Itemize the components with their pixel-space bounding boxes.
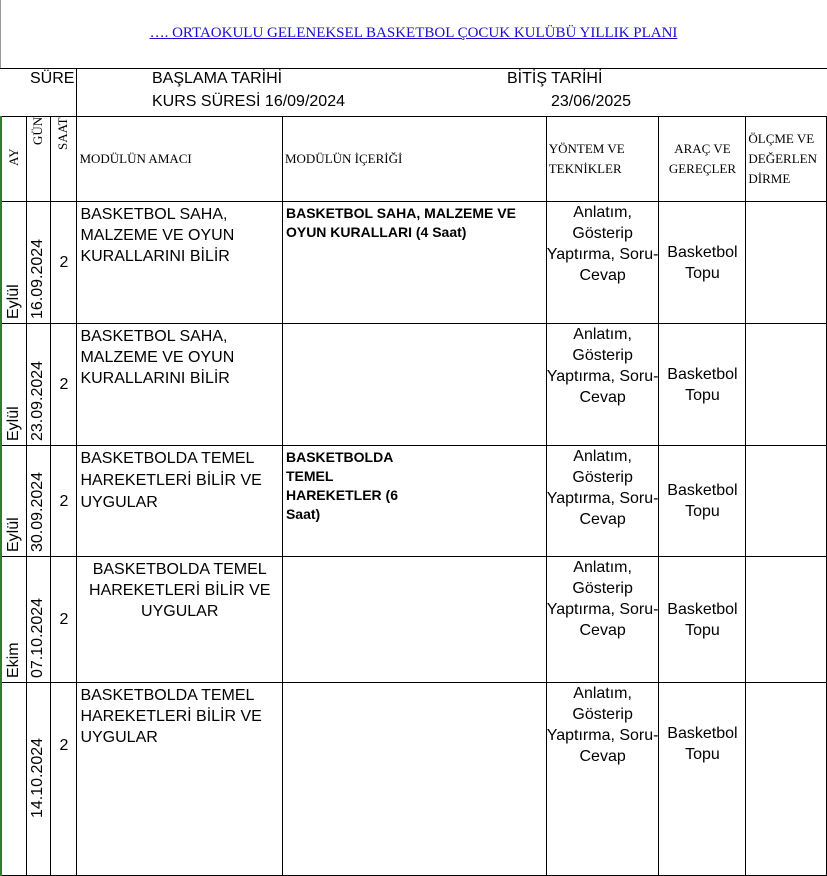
header-column-divider — [76, 68, 77, 116]
olcme-cell[interactable] — [746, 446, 827, 557]
gun-cell: 23.09.2024 — [27, 324, 51, 446]
arac-cell[interactable]: Basketbol Topu — [659, 446, 746, 557]
olcme-cell[interactable] — [746, 324, 827, 446]
arac-cell[interactable]: Basketbol Topu — [659, 324, 746, 446]
yontem-cell[interactable]: Anlatım, Gösterip Yaptırma, Soru-Cevap — [546, 446, 659, 557]
saat-cell: 2 — [51, 446, 77, 557]
saat-cell: 2 — [51, 202, 77, 324]
icerik-cell[interactable]: BASKETBOL SAHA, MALZEME VE OYUN KURALLARI (4 Saat) — [282, 202, 546, 324]
ay-cell: Eylül — [1, 324, 27, 446]
arac-cell[interactable]: Basketbol Topu — [659, 202, 746, 324]
table-row — [1, 446, 827, 557]
olcme-cell[interactable] — [746, 557, 827, 683]
gun-cell: 07.10.2024 — [27, 557, 51, 683]
saat-cell: 2 — [51, 324, 77, 446]
ay-cell: Eylül — [1, 202, 27, 324]
col-gun-header: GÜN — [27, 117, 51, 202]
amac-cell[interactable]: BASKETBOLDA TEMEL HAREKETLERİ BİLİR VE UYGULAR — [77, 557, 283, 683]
col-olcme-header: ÖLÇME VE DEĞERLENDİRME — [746, 117, 827, 202]
ay-cell — [1, 683, 27, 876]
plan-table — [0, 116, 827, 876]
yontem-cell[interactable]: Anlatım, Gösterip Yaptırma, Soru-Cevap — [546, 324, 659, 446]
bitis-date: 23/06/2025 — [551, 93, 632, 110]
icerik-cell[interactable]: BASKETBOLDA TEMEL HAREKETLER (6 Saat) — [282, 446, 546, 557]
gun-cell: 30.09.2024 — [27, 446, 51, 557]
table-row — [1, 557, 827, 683]
amac-cell[interactable]: BASKETBOL SAHA, MALZEME VE OYUN KURALLARINI BİLİR — [77, 202, 283, 324]
gun-cell: 16.09.2024 — [27, 202, 51, 324]
sure-label: SÜRE — [30, 70, 75, 87]
icerik-cell[interactable] — [282, 557, 546, 683]
table-row — [1, 683, 827, 876]
yontem-cell[interactable]: Anlatım, Gösterip Yaptırma, Soru-Cevap — [546, 683, 659, 876]
icerik-cell[interactable] — [282, 324, 546, 446]
yontem-cell[interactable]: Anlatım, Gösterip Yaptırma, Soru-Cevap — [546, 557, 659, 683]
kurs-suresi-label: KURS SÜRESİ 16/09/2024 — [152, 93, 345, 110]
amac-cell[interactable]: BASKETBOL SAHA, MALZEME VE OYUN KURALLARINI BİLİR — [77, 324, 283, 446]
saat-cell: 2 — [51, 557, 77, 683]
olcme-cell[interactable] — [746, 202, 827, 324]
document-title-area — [0, 0, 827, 68]
arac-cell[interactable]: Basketbol Topu — [659, 683, 746, 876]
olcme-cell[interactable] — [746, 683, 827, 876]
header-divider — [0, 68, 827, 69]
baslama-label: BAŞLAMA TARİHİ — [152, 70, 283, 87]
amac-cell[interactable]: BASKETBOLDA TEMEL HAREKETLERİ BİLİR VE UYGULAR — [77, 446, 283, 557]
col-icerik-header: MODÜLÜN İÇERİĞİ — [282, 117, 546, 202]
col-ay-header: AY — [1, 117, 27, 202]
yontem-cell[interactable]: Anlatım, Gösterip Yaptırma, Soru-Cevap — [546, 202, 659, 324]
icerik-cell[interactable] — [282, 683, 546, 876]
document-title[interactable]: …. ORTAOKULU GELENEKSEL BASKETBOL ÇOCUK KULÜBÜ YILLIK PLANI — [149, 25, 678, 41]
gun-cell: 14.10.2024 — [27, 683, 51, 876]
column-header-row — [1, 117, 827, 202]
bitis-label: BİTİŞ TARİHİ — [507, 70, 603, 87]
col-amac-header: MODÜLÜN AMACI — [77, 117, 283, 202]
ay-cell: Ekim — [1, 557, 27, 683]
table-row — [1, 202, 827, 324]
arac-cell[interactable]: Basketbol Topu — [659, 557, 746, 683]
saat-cell: 2 — [51, 683, 77, 876]
amac-cell[interactable]: BASKETBOLDA TEMEL HAREKETLERİ BİLİR VE UYGULAR — [77, 683, 283, 876]
ay-cell: Eylül — [1, 446, 27, 557]
col-yontem-header: YÖNTEM VE TEKNİKLER — [546, 117, 659, 202]
col-saat-header: SAAT — [51, 117, 77, 202]
table-row — [1, 324, 827, 446]
col-arac-header: ARAÇ VE GEREÇLER — [659, 117, 746, 202]
